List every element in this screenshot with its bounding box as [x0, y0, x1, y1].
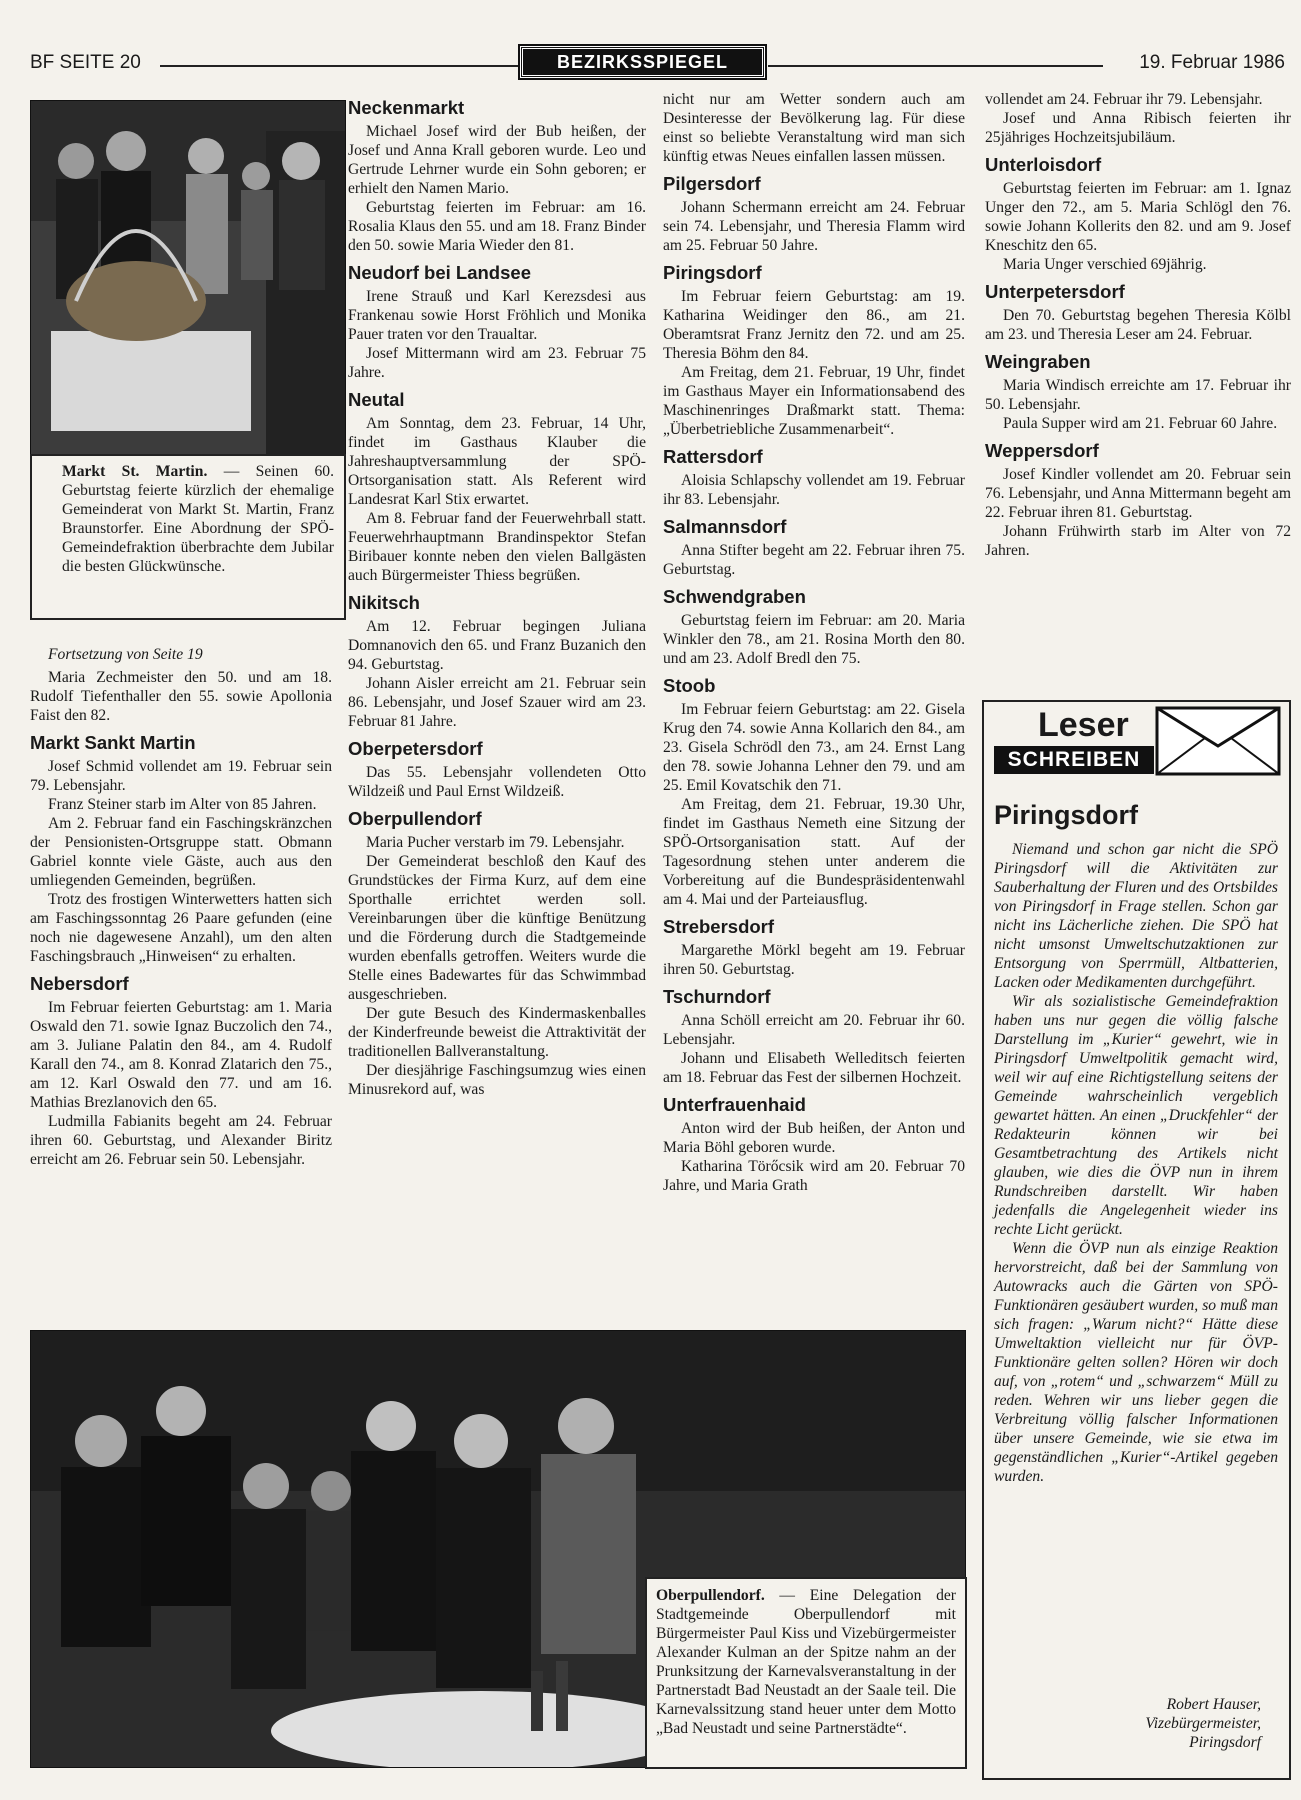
- heading-tschurndorf: Tschurndorf: [663, 986, 771, 1007]
- paragraph: Der Gemeinderat beschloß den Kauf des Grundstückes der Firma Kurz, auf dem eine Sporthalle errichtet werden soll. Vereinbarungen über die künftige Benützung und die Förderung durch die Stadtgemeinde wurden ebenfalls getroffen. Weiters wurde die Stelle eines Badewartes für das Schwimmbad ausgeschrieben.: [348, 853, 646, 1003]
- signature-name: Robert Hauser,: [1166, 1696, 1261, 1713]
- paragraph: Am Freitag, dem 21. Februar, 19 Uhr, findet im Gasthaus Mayer ein Informationsabend des Maschinenringes Draßmarkt statt. Thema: „Überbetriebliche Zusammenarbeit“.: [663, 364, 965, 438]
- paragraph: Ludmilla Fabianits begeht am 24. Februar ihren 60. Geburtstag, und Alexander Biritz erreicht am 26. Februar sein 50. Lebensjahr.: [30, 1113, 332, 1168]
- paragraph: Johann Aisler erreicht am 21. Februar sein 86. Lebensjahr, und Josef Szauer wird am 23. Februar 81 Jahre.: [348, 675, 646, 730]
- paragraph: Katharina Törőcsik wird am 20. Februar 70 Jahre, und Maria Grath: [663, 1158, 965, 1194]
- section-title: BEZIRKSSPIEGEL: [520, 46, 765, 78]
- paragraph: Maria Pucher verstarb im 79. Lebensjahr.: [366, 834, 625, 851]
- header-rule-right: [768, 65, 1103, 67]
- paragraph: Josef Mittermann wird am 23. Februar 75 Jahre.: [348, 345, 646, 381]
- paragraph: Am Freitag, dem 21. Februar, 19.30 Uhr, findet im Gasthaus Nemeth eine Sitzung der SPÖ-Ortsorganisation statt. Auf der Tagesordnung stehen unter anderem die Vorbereitung auf die Bundespräsidentenwahl am 4. Mai und der Parteiausflug.: [663, 796, 965, 908]
- paragraph: Im Februar feierten Geburtstag: am 1. Maria Oswald den 71. sowie Ignaz Buczolich den 74., am 3. Juliane Palatin den 84., am 4. Rudolf Karall den 74., am 8. Konrad Zlatarich den 75., am 12. Karl Oswald den 77. und am 16. Mathias Brezlanovich den 65.: [30, 999, 332, 1111]
- paragraph: Der gute Besuch des Kindermaskenballes der Kinderfreunde beweist die Attraktivität der traditionellen Ballveranstaltung.: [348, 1005, 646, 1060]
- paragraph: Josef und Anna Ribisch feierten ihr 25jähriges Hochzeitsjubiläum.: [985, 110, 1291, 146]
- heading-weingraben: Weingraben: [985, 351, 1091, 372]
- paragraph: Josef Schmid vollendet am 19. Februar sein 79. Lebensjahr.: [30, 758, 332, 794]
- paragraph: Maria Zechmeister den 50. und am 18. Rudolf Tiefenthaller den 55. sowie Apollonia Faist den 82.: [30, 669, 332, 724]
- caption-text: — Eine Delegation der Stadtgemeinde Oberpullendorf mit Bürgermeister Paul Kiss und Vizebürgermeister Alexander Kulman an der Spitze nahm an der Prunksitzung der Karnevalsveranstaltung in der Partnerstadt Bad Neustadt an der Saale teil. Die Karnevalssitzung stand heuer unter dem Motto „Bad Neustadt und seine Partnerstädte“.: [656, 1587, 956, 1737]
- paragraph: Margarethe Mörkl begeht am 19. Februar ihren 50. Geburtstag.: [663, 942, 965, 978]
- heading-oberpetersdorf: Oberpetersdorf: [348, 738, 483, 759]
- paragraph: Am Sonntag, dem 23. Februar, 14 Uhr, findet im Gasthaus Klauber die Jahreshauptversammlung der SPÖ-Ortsorganisation statt. Als Referent wird Landesrat Karl Stix erwartet.: [348, 415, 646, 508]
- paragraph: nicht nur am Wetter sondern auch am Desinteresse der Bevölkerung lag. Für diese einst so beliebte Veranstaltung wird man sich künftig etwas Neues einfallen lassen müssen.: [663, 91, 965, 165]
- column-2: [348, 90, 646, 1099]
- paragraph: Franz Steiner starb im Alter von 85 Jahren.: [48, 796, 317, 813]
- heading-schwendgraben: Schwendgraben: [663, 586, 806, 607]
- paragraph: Michael Josef wird der Bub heißen, der Josef und Anna Krall geboren wurde. Leo und Gertrude Lehrner wurde ein Sohn geboren; er erhielt den Namen Mario.: [348, 123, 646, 197]
- letter-signature: [1145, 1695, 1261, 1752]
- paragraph: Im Februar feiern Geburtstag: am 19. Katharina Weidinger den 86., am 21. Oberamtsrat Franz Jernitz den 72. und am 25. Theresia Böhm den 84.: [663, 288, 965, 362]
- heading-strebersdorf: Strebersdorf: [663, 916, 775, 937]
- caption-text: — Seinen 60. Geburtstag feierte kürzlich der ehemalige Gemeinderat von Markt St. Martin, Franz Braunstorfer. Eine Abordnung der SPÖ-Gemeindefraktion überbrachte dem Jubilar die besten Glückwünsche.: [62, 463, 334, 575]
- paragraph: Johann Frühwirth starb im Alter von 72 Jahren.: [985, 523, 1291, 559]
- photo1-caption: [62, 462, 334, 576]
- heading-pilgersdorf: Pilgersdorf: [663, 173, 761, 194]
- letter-body: [994, 840, 1278, 1486]
- heading-nebersdorf: Nebersdorf: [30, 973, 129, 994]
- paragraph: Der diesjährige Faschingsumzug wies einen Minusrekord auf, was: [348, 1062, 646, 1098]
- paragraph: Am 8. Februar fand der Feuerwehrball statt. Feuerwehrhauptmann Brandinspektor Stefan Biribauer konnte neben den vielen Ballgästen auch Bürgermeister Thiess begrüßen.: [348, 510, 646, 584]
- envelope-icon: [1155, 706, 1281, 776]
- header-rule-left: [160, 65, 518, 67]
- paragraph: Am 12. Februar begingen Juliana Domnanovich den 65. und Franz Buzanich den 94. Geburtstag.: [348, 618, 646, 673]
- page-number: BF SEITE 20: [30, 52, 141, 73]
- paragraph: Im Februar feiern Geburtstag: am 22. Gisela Krug den 74. sowie Anna Kollarich den 84., am 23. Gisela Schrödl den 73., am 24. Ernst Lang den 78. sowie Johanna Lehner den 79. und am 25. Emil Kovatschik den 71.: [663, 701, 965, 794]
- paragraph: Am 2. Februar fand ein Faschingskränzchen der Pensionisten-Ortsgruppe statt. Obmann Gabriel konnte viele Gäste, auch aus den umliegenden Gemeinden, begrüßen.: [30, 815, 332, 889]
- paragraph: Geburtstag feierten im Februar: am 1. Ignaz Unger den 72., am 5. Maria Schlögl den 76. sowie Johann Kollerits den 82. und am 9. Josef Kneschitz den 65.: [985, 180, 1291, 254]
- paragraph: Niemand und schon gar nicht die SPÖ Piringsdorf will die Aktivitäten zur Sauberhaltung der Fluren und des Ortsbildes von Piringsdorf in Frage stellen. Schon gar nicht ins Lächerliche ziehen. Die SPÖ hat nicht umsonst Umweltschutzaktionen zur Entsorgung von Sperrmüll, Altbatterien, Lacken oder Medikamenten durchgeführt.: [994, 841, 1278, 991]
- paragraph: Josef Kindler vollendet am 20. Februar sein 76. Lebensjahr, und Anna Mittermann begeht am 22. Februar ihren 81. Geburtstag.: [985, 466, 1291, 521]
- letter-title: Piringsdorf: [994, 800, 1139, 830]
- heading-piringsdorf: Piringsdorf: [663, 262, 762, 283]
- caption-lead: Oberpullendorf.: [656, 1587, 765, 1604]
- paragraph: Anton wird der Bub heißen, der Anton und Maria Böhl geboren wurde.: [663, 1120, 965, 1156]
- column-1: [30, 645, 332, 1169]
- heading-rattersdorf: Rattersdorf: [663, 446, 763, 467]
- heading-stoob: Stoob: [663, 675, 716, 696]
- paragraph: vollendet am 24. Februar ihr 79. Lebensjahr.: [985, 91, 1263, 108]
- heading-markt-sankt-martin: Markt Sankt Martin: [30, 732, 196, 753]
- photo2-caption: [656, 1586, 956, 1738]
- heading-unterpetersdorf: Unterpetersdorf: [985, 281, 1125, 302]
- paragraph: Trotz des frostigen Winterwetters hatten sich am Faschingssonntag 26 Paare gefunden (eine noch nie dagewesene Anzahl), um den alten Faschingsbrauch „Hinweisen“ zu erhalten.: [30, 891, 332, 965]
- column-4: [985, 90, 1291, 560]
- issue-date: 19. Februar 1986: [1139, 52, 1285, 73]
- paragraph: Das 55. Lebensjahr vollendeten Otto Wildzeiß und Paul Ernst Wildzeiß.: [348, 764, 646, 800]
- paragraph: Johann Schermann erreicht am 24. Februar sein 74. Lebensjahr, und Theresia Flamm wird am 25. Februar 50 Jahre.: [663, 199, 965, 254]
- paragraph: Maria Unger verschied 69jährig.: [1003, 256, 1207, 273]
- paragraph: Anna Schöll erreicht am 20. Februar ihr 60. Lebensjahr.: [663, 1012, 965, 1048]
- heading-neckenmarkt: Neckenmarkt: [348, 97, 465, 118]
- paragraph: Aloisia Schlapschy vollendet am 19. Februar ihr 83. Lebensjahr.: [663, 472, 965, 508]
- signature-place: Piringsdorf: [1189, 1734, 1261, 1751]
- continued-note: Fortsetzung von Seite 19: [48, 646, 203, 663]
- letters-badge-band: SCHREIBEN: [994, 746, 1154, 774]
- paragraph: Den 70. Geburtstag begehen Theresia Kölbl am 23. und Theresia Leser am 24. Februar.: [985, 307, 1291, 343]
- paragraph: Anna Stifter begeht am 22. Februar ihren 75. Geburtstag.: [663, 542, 965, 578]
- paragraph: Wir als sozialistische Gemeindefraktion haben uns nur gegen die völlig falsche Darstellung im „Kurier“ gewehrt, wie in Piringsdorf Umweltpolitik gemacht wird, weil wir auf eine Richtigstellung seitens der Gemeinde wahrscheinlich vergeblich gewartet hätten. An einen „Druckfehler“ der Redakteurin können wir bei Gesamtbetrachtung des Artikels nicht glauben, wie dies die ÖVP nun in ihrem Rundschreiben darstellt. Wir haben jedenfalls die Angelegenheit wieder ins rechte Licht gerückt.: [994, 993, 1278, 1238]
- signature-role: Vizebürgermeister,: [1145, 1715, 1261, 1732]
- heading-nikitsch: Nikitsch: [348, 592, 420, 613]
- column-3: [663, 90, 965, 1195]
- caption-lead: Markt St. Martin.: [62, 463, 208, 480]
- paragraph: Irene Strauß und Karl Kerezsdesi aus Frankenau sowie Horst Fröhlich und Monika Pauer traten vor den Traualtar.: [348, 288, 646, 343]
- photo-markt-st-martin: [30, 100, 346, 456]
- paragraph: Geburtstag feierten im Februar: am 16. Rosalia Klaus den 55. und am 18. Franz Binder den 50. sowie Maria Wieder den 81.: [348, 199, 646, 254]
- paragraph: Johann und Elisabeth Welleditsch feierten am 18. Februar das Fest der silbernen Hochzeit.: [663, 1050, 965, 1086]
- paragraph: Maria Windisch erreichte am 17. Februar ihr 50. Lebensjahr.: [985, 377, 1291, 413]
- heading-weppersdorf: Weppersdorf: [985, 440, 1099, 461]
- heading-salmannsdorf: Salmannsdorf: [663, 516, 787, 537]
- heading-unterloisdorf: Unterloisdorf: [985, 154, 1102, 175]
- paragraph: Wenn die ÖVP nun als einzige Reaktion hervorstreicht, daß bei der Sammlung von Autowracks auch die Gärten von SPÖ-Funktionären gesäubert wurden, so muß man sich fragen: „Warum nicht?“ Hätte diese Umweltaktion vielleicht nur für ÖVP-Funktionäre gelten sollen? Hören wir doch auf, von „rotem“ und „schwarzem“ Müll zu reden. Wehren wir uns lieber gegen die Verbreitung völlig falscher Informationen über unsere Gemeinde, wie sie etwa im gegenständlichen „Kurier“-Artikel gegeben wurden.: [994, 1240, 1278, 1485]
- paragraph: Geburtstag feiern im Februar: am 20. Maria Winkler den 78., am 21. Rosina Morth den 80. und am 23. Adolf Bredl den 75.: [663, 612, 965, 667]
- paragraph: Paula Supper wird am 21. Februar 60 Jahre.: [1003, 415, 1278, 432]
- heading-neudorf: Neudorf bei Landsee: [348, 262, 531, 283]
- heading-unterfrauenhaid: Unterfrauenhaid: [663, 1094, 806, 1115]
- heading-neutal: Neutal: [348, 389, 405, 410]
- letters-badge-top: Leser: [1038, 706, 1129, 744]
- heading-oberpullendorf: Oberpullendorf: [348, 808, 482, 829]
